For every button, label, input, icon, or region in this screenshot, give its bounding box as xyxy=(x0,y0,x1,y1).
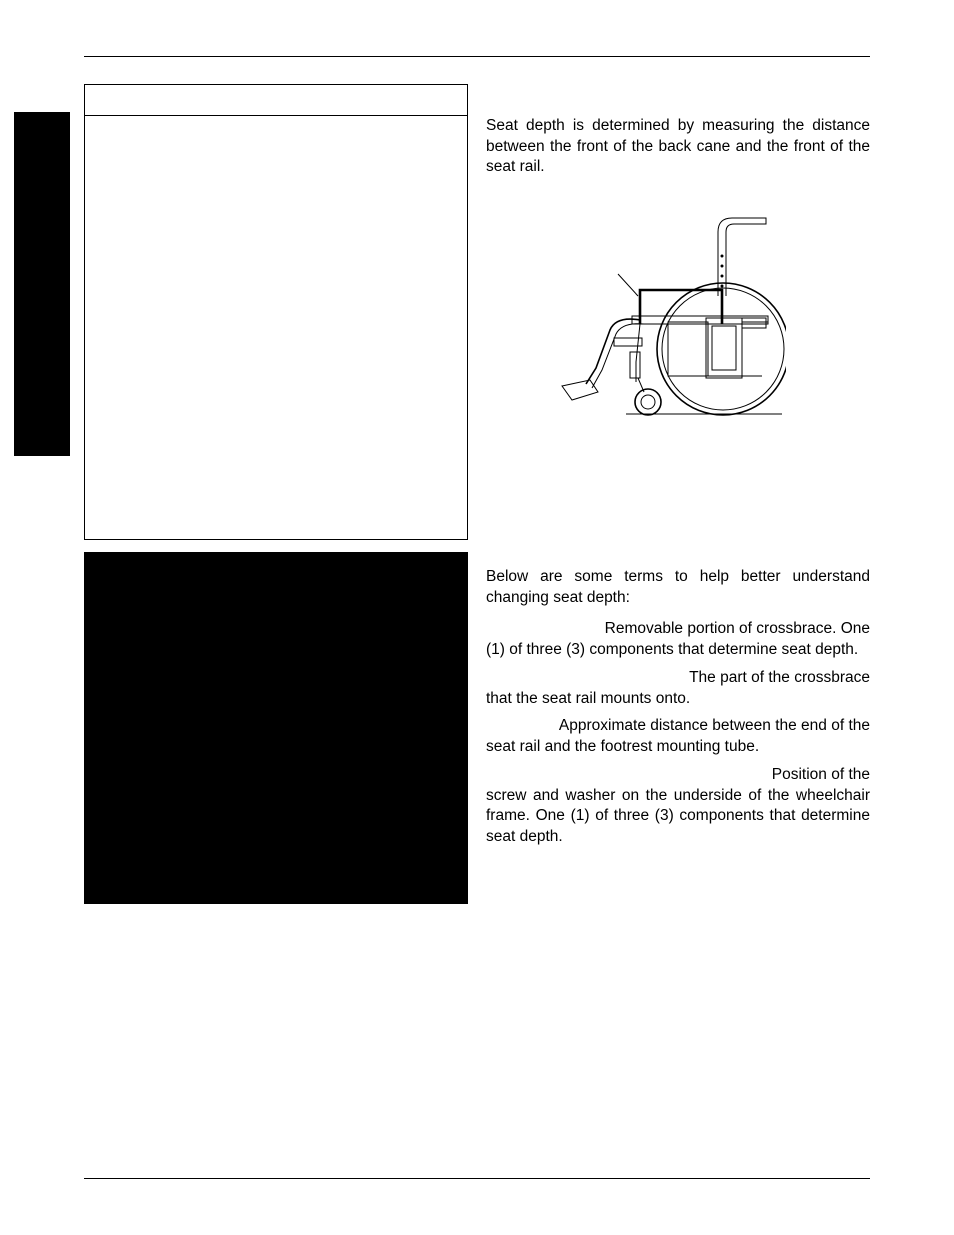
seat-depth-bracket xyxy=(640,290,722,324)
term-definition-rest: that the seat rail mounts onto. xyxy=(486,689,691,707)
seat-depth-intro: Seat depth is determined by measuring the distance between the front of the back cane and the front of the seat rail. xyxy=(486,117,870,176)
wheelchair-side-view-illustration-icon xyxy=(556,212,786,422)
adjust-hole xyxy=(721,275,723,277)
warning-box xyxy=(84,552,468,904)
term-definition-2 xyxy=(486,668,870,709)
term-definition-3 xyxy=(486,716,870,757)
caster-wheel-outer xyxy=(635,389,661,415)
leader-line xyxy=(618,274,638,296)
adjust-hole xyxy=(721,255,723,257)
term-definition-line: The part of the crossbrace xyxy=(689,669,870,686)
footplate xyxy=(562,380,598,400)
crossbrace-inner xyxy=(712,326,736,370)
term-definition-line: Position of the xyxy=(771,766,870,783)
bottom-rule xyxy=(84,1178,870,1179)
procedure-box-header xyxy=(85,85,467,116)
procedure-box xyxy=(84,84,468,540)
term-definition-rest: screw and washer on the underside of the wheelchair frame. One (1) of three (3) components that determine seat depth. xyxy=(486,786,870,845)
term-definition-rest: (1) of three (3) components that determine seat depth. xyxy=(486,640,859,658)
adjust-hole xyxy=(721,285,723,287)
side-frame-panel xyxy=(668,322,708,376)
caster-housing xyxy=(630,352,640,378)
caster-wheel-inner xyxy=(641,395,655,409)
adjust-hole xyxy=(721,265,723,267)
side-tab-marker xyxy=(14,112,70,456)
top-rule xyxy=(84,56,870,57)
term-definition-line: Approximate distance between the end of the xyxy=(558,717,870,734)
seat-rail xyxy=(632,316,768,324)
caster-fork xyxy=(638,378,644,392)
terms-intro: Below are some terms to help better understand changing seat depth: xyxy=(486,568,870,606)
crossbrace-plate xyxy=(706,318,742,378)
axle-bracket xyxy=(742,318,766,328)
back-cane xyxy=(718,218,766,296)
term-definition-rest: seat rail and the footrest mounting tube. xyxy=(486,737,760,755)
term-definition-1 xyxy=(486,619,870,660)
term-definition-line: Removable portion of crossbrace. One xyxy=(604,620,870,637)
term-definition-4 xyxy=(486,765,870,847)
front-frame-post xyxy=(636,324,640,382)
